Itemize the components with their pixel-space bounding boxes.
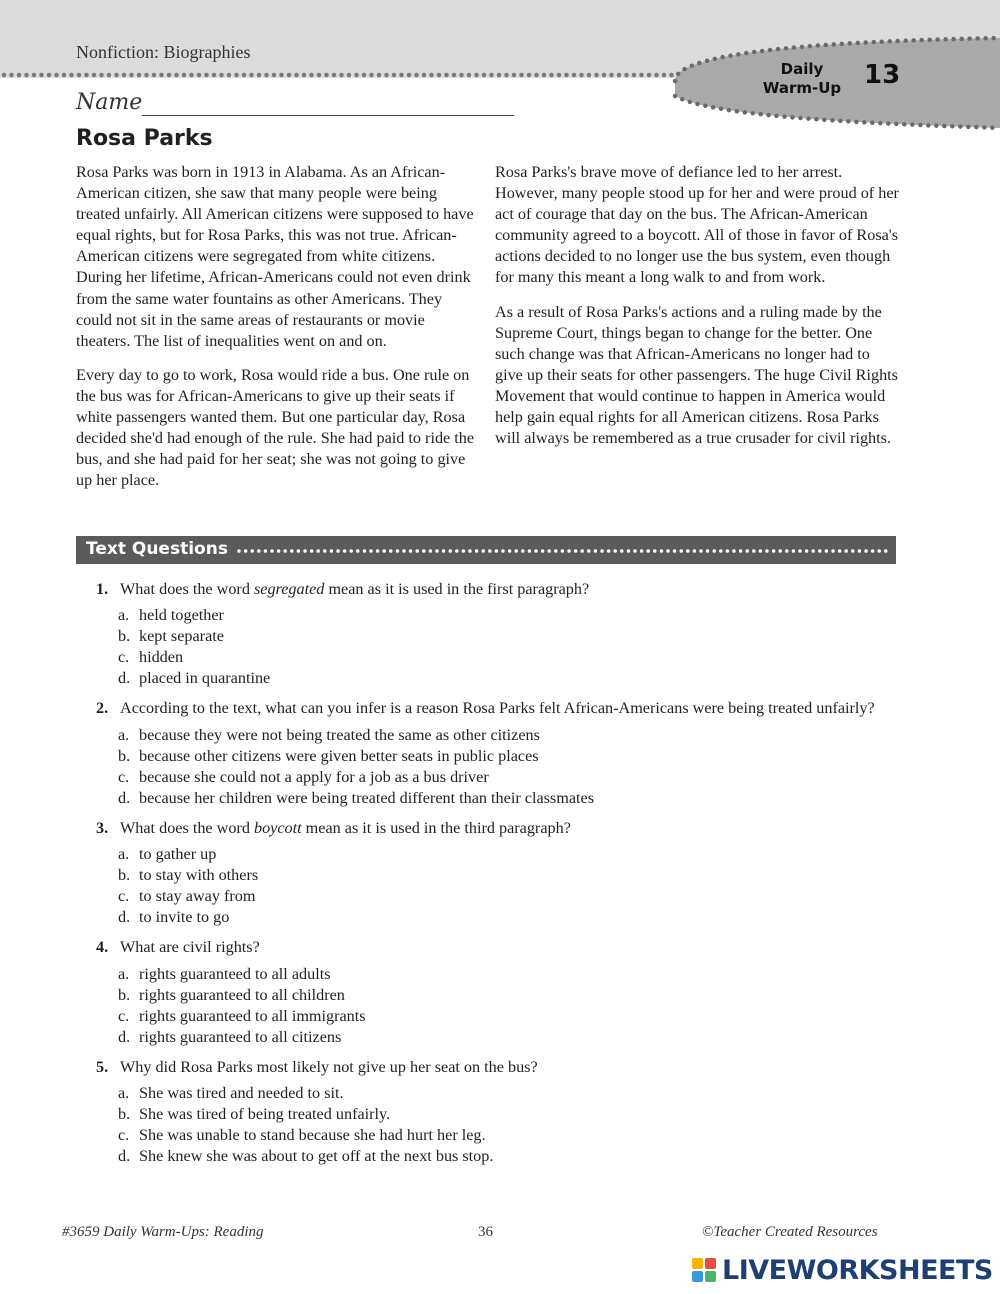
question-text: Why did Rosa Parks most likely not give up her seat on the bus?: [120, 1057, 538, 1076]
option-letter: b.: [118, 627, 131, 646]
answer-option[interactable]: [96, 865, 896, 886]
answer-option[interactable]: [96, 1104, 896, 1125]
option-text: held together: [139, 606, 224, 625]
passage-column-left: [76, 162, 481, 504]
question-stem: [96, 818, 896, 839]
option-text: rights guaranteed to all citizens: [139, 1027, 342, 1046]
answer-options: [96, 725, 896, 809]
option-text: to stay away from: [139, 887, 256, 906]
logo-wordmark: LIVEWORKSHEETS: [722, 1254, 993, 1286]
badge-line-1: Daily: [780, 60, 824, 78]
answer-option[interactable]: [96, 767, 896, 788]
questions-header-bar: [76, 536, 896, 564]
option-text: rights guaranteed to all children: [139, 985, 345, 1004]
answer-option[interactable]: [96, 1083, 896, 1104]
question-1: [96, 579, 896, 689]
question-number: 2.: [96, 699, 109, 718]
passage-paragraph: Rosa Parks was born in 1913 in Alabama. As an African-American citizen, she saw that many people were being treated unfairly. All American citizens were supposed to have equal rights, but for Rosa Parks, this was not true. African-American citizens were segregated from white citizens. During her lifetime, African-Americans could not even drink from the same water fountains as other Americans. They could not sit in the same areas of restaurants or movie theaters. The list of inequalities went on and on.: [76, 163, 474, 350]
answer-option[interactable]: [96, 605, 896, 626]
option-text: rights guaranteed to all immigrants: [139, 1006, 366, 1025]
questions-list: [96, 579, 896, 1176]
answer-option[interactable]: [96, 647, 896, 668]
answer-option[interactable]: [96, 788, 896, 809]
option-text: She was tired and needed to sit.: [139, 1083, 344, 1102]
answer-options: [96, 964, 896, 1048]
name-input-line[interactable]: [142, 115, 514, 116]
question-keyword: segregated: [253, 580, 325, 598]
option-letter: b.: [118, 1105, 131, 1124]
question-number: 3.: [96, 818, 109, 837]
option-letter: d.: [118, 788, 131, 807]
question-5: [96, 1057, 896, 1167]
option-letter: c.: [118, 1006, 130, 1025]
option-letter: a.: [118, 1083, 130, 1102]
option-letter: c.: [118, 1126, 130, 1145]
option-text: because she could not a apply for a job as a bus driver: [139, 767, 489, 786]
answer-option[interactable]: [96, 746, 896, 767]
passage-paragraph: As a result of Rosa Parks's actions and a ruling made by the Supreme Court, things began to change for the better. One such change was that African-Americans no longer had to give up their seats for other passengers. The huge Civil Rights Movement that would continue to happen in America would help gain equal rights for all American citizens. Rosa Parks will always be remembered as a true crusader for civil rights.: [495, 302, 898, 448]
answer-option[interactable]: [96, 668, 896, 689]
answer-options: [96, 1083, 896, 1167]
question-text-end: mean as it is used in the third paragraph?: [301, 818, 571, 837]
option-letter: d.: [118, 908, 131, 927]
warmup-number: 13: [864, 60, 901, 90]
passage-paragraph: Rosa Parks's brave move of defiance led to her arrest. However, many people stood up for her and were proud of her act of courage that day on the bus. The African-American community agreed to a boycott. All of those in favor of Rosa's actions decided to no longer use the bus system, even though for many this meant a long walk to and from work.: [495, 163, 899, 287]
footer-book-title: #3659 Daily Warm-Ups: Reading: [62, 1224, 264, 1240]
answer-options: [96, 844, 896, 928]
passage-paragraph: Every day to go to work, Rosa would ride a bus. One rule on the bus was for African-Americans to give up their seats if white passengers wanted them. But one particular day, Rosa decided she'd had enough of the rule. She had paid to ride the bus, and she had paid for her seat; she was not going to give up her place.: [76, 365, 475, 490]
option-letter: a.: [118, 725, 130, 744]
option-text: She was unable to stand because she had hurt her leg.: [139, 1126, 486, 1145]
option-text: to invite to go: [139, 908, 230, 927]
question-stem: [96, 698, 896, 719]
footer-copyright: ©Teacher Created Resources: [702, 1224, 878, 1240]
name-label: Name: [76, 90, 143, 115]
questions-dotted-rule: [236, 548, 888, 554]
logo-square: [692, 1271, 703, 1282]
question-keyword: boycott: [253, 818, 302, 837]
passage-column-right: [495, 162, 900, 462]
option-text: She was tired of being treated unfairly.: [139, 1105, 391, 1124]
option-letter: d.: [118, 669, 131, 688]
option-text: because her children were being treated different than their classmates: [139, 788, 594, 807]
question-text-end: mean as it is used in the first paragraph?: [324, 580, 590, 598]
answer-option[interactable]: [96, 964, 896, 985]
option-letter: a.: [118, 606, 130, 625]
answer-option[interactable]: [96, 725, 896, 746]
logo-square: [692, 1258, 703, 1269]
question-text: What are civil rights?: [120, 938, 260, 957]
question-4: [96, 937, 896, 1047]
option-letter: a.: [118, 964, 130, 983]
questions-header-title: Text Questions: [86, 539, 228, 559]
liveworksheets-logo[interactable]: [692, 1253, 993, 1287]
category-label: Nonfiction: Biographies: [76, 42, 251, 62]
question-stem: [96, 1057, 896, 1078]
badge-label: [752, 60, 852, 98]
option-letter: c.: [118, 648, 130, 667]
answer-option[interactable]: [96, 1146, 896, 1167]
question-number: 5.: [96, 1057, 109, 1076]
option-letter: c.: [118, 767, 130, 786]
question-3: [96, 818, 896, 928]
option-letter: b.: [118, 985, 131, 1004]
logo-grid-icon: [692, 1258, 716, 1282]
option-letter: b.: [118, 746, 131, 765]
answer-option[interactable]: [96, 907, 896, 928]
badge-line-2: Warm-Up: [762, 79, 842, 97]
option-letter: c.: [118, 887, 130, 906]
answer-options: [96, 605, 896, 689]
option-text: because other citizens were given better seats in public places: [139, 746, 539, 765]
option-letter: a.: [118, 845, 130, 864]
answer-option[interactable]: [96, 886, 896, 907]
option-letter: d.: [118, 1027, 131, 1046]
passage-title: Rosa Parks: [76, 126, 213, 151]
option-text: kept separate: [139, 627, 224, 646]
option-text: to stay with others: [139, 866, 259, 885]
question-stem: [96, 579, 896, 600]
question-2: [96, 698, 896, 808]
logo-square: [705, 1258, 716, 1269]
footer-page-number: 36: [478, 1224, 493, 1240]
answer-option[interactable]: [96, 844, 896, 865]
option-text: She knew she was about to get off at the next bus stop.: [139, 1147, 494, 1166]
option-text: placed in quarantine: [139, 669, 271, 688]
answer-option[interactable]: [96, 626, 896, 647]
logo-square: [705, 1271, 716, 1282]
question-stem: [96, 937, 896, 958]
option-text: to gather up: [139, 845, 217, 864]
answer-option[interactable]: [96, 985, 896, 1006]
question-number: 1.: [96, 580, 109, 598]
option-text: because they were not being treated the same as other citizens: [139, 725, 540, 744]
question-text: According to the text, what can you infer is a reason Rosa Parks felt African-Americans were being treated unfairly?: [120, 699, 875, 718]
option-letter: b.: [118, 866, 131, 885]
question-text: What does the word: [120, 818, 254, 837]
answer-option[interactable]: [96, 1027, 896, 1048]
option-text: rights guaranteed to all adults: [139, 964, 331, 983]
option-letter: d.: [118, 1147, 131, 1166]
option-text: hidden: [139, 648, 184, 667]
answer-option[interactable]: [96, 1125, 896, 1146]
question-text: What does the word: [120, 580, 254, 598]
answer-option[interactable]: [96, 1006, 896, 1027]
question-number: 4.: [96, 938, 109, 957]
